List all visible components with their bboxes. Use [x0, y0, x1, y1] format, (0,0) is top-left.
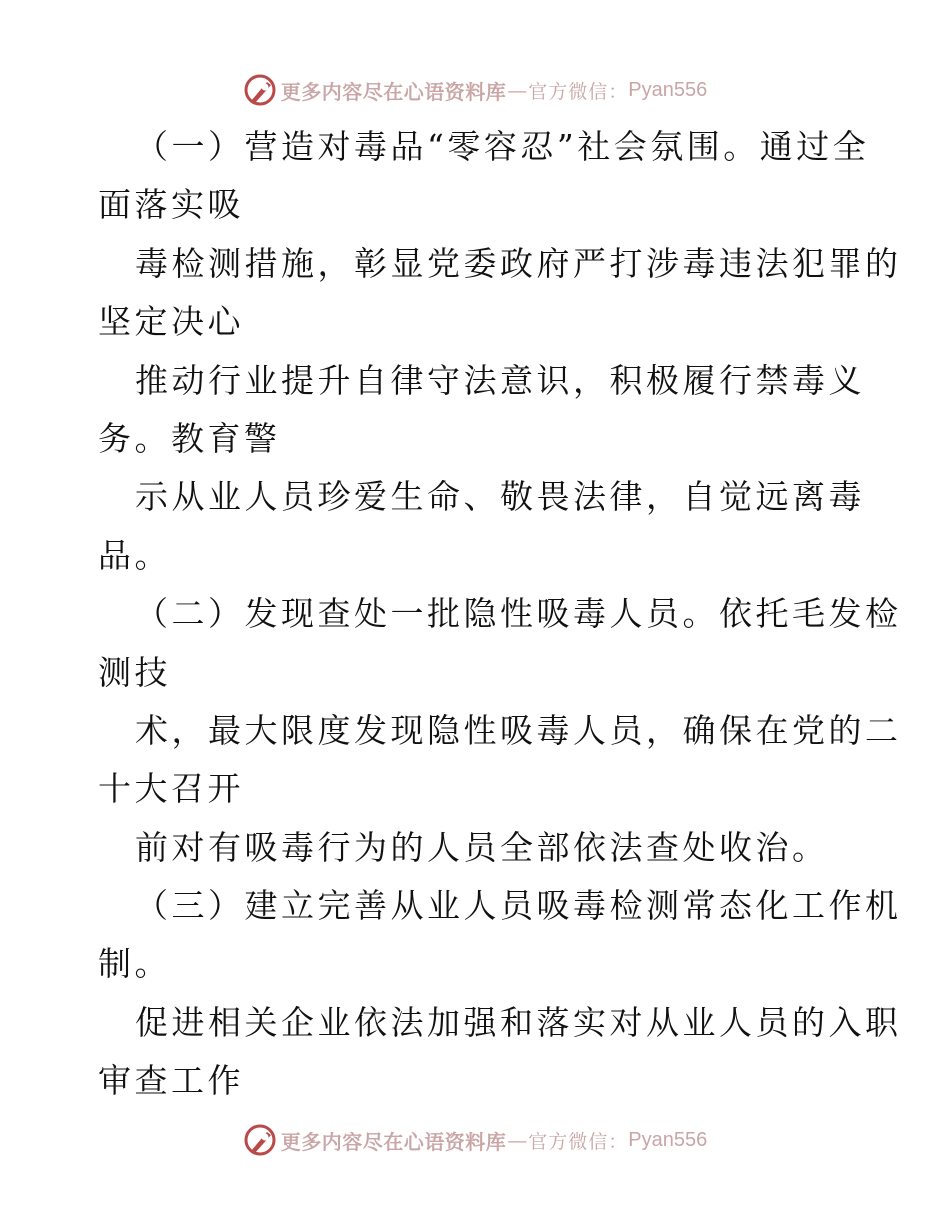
document-body [98, 118, 902, 1111]
text-line: 审查工作 [98, 1061, 244, 1101]
text-line: 促进相关企业依法加强和落实对从业人员的入职 [135, 1002, 902, 1042]
watermark-footer [0, 1120, 950, 1160]
text-line: 毒检测措施，彰显党委政府严打涉毒违法犯罪的 [135, 243, 902, 283]
watermark-wechat-id: Pyan556 [628, 1128, 708, 1151]
watermark-header [0, 70, 950, 110]
text-line: 术，最大限度发现隐性吸毒人员，确保在党的二 [135, 710, 902, 750]
text-line: 测技 [98, 652, 171, 692]
text-line: （二）发现查处一批隐性吸毒人员。依托毛发检 [135, 594, 902, 634]
text-line: 制。 [98, 944, 171, 984]
text-line: 推动行业提升自律守法意识，积极履行禁毒义 [135, 360, 865, 400]
text-line: 面落实吸 [98, 185, 244, 225]
watermark-wechat-id: Pyan556 [628, 78, 708, 101]
watermark-separator: — [507, 78, 528, 102]
text-line: 品。 [98, 535, 171, 575]
text-line: 前对有吸毒行为的人员全部依法查处收治。 [135, 827, 829, 867]
watermark-wechat-label: 官方微信： [528, 80, 629, 103]
watermark-separator: — [507, 1128, 528, 1152]
text-line: 十大召开 [98, 769, 244, 809]
watermark-wechat-label: 官方微信： [528, 1130, 629, 1153]
watermark-site: 更多内容尽在心语资料库 [280, 79, 507, 104]
watermark-site: 更多内容尽在心语资料库 [280, 1129, 507, 1154]
text-line: 坚定决心 [98, 302, 244, 342]
text-line: 示从业人员珍爱生命、敬畏法律，自觉远离毒 [135, 477, 865, 517]
pen-logo-icon [243, 73, 277, 107]
text-line: 务。教育警 [98, 418, 281, 458]
pen-logo-icon [243, 1123, 277, 1157]
text-line: （一）营造对毒品“零容忍”社会氛围。通过全 [135, 127, 870, 166]
text-line: （三）建立完善从业人员吸毒检测常态化工作机 [135, 886, 902, 926]
